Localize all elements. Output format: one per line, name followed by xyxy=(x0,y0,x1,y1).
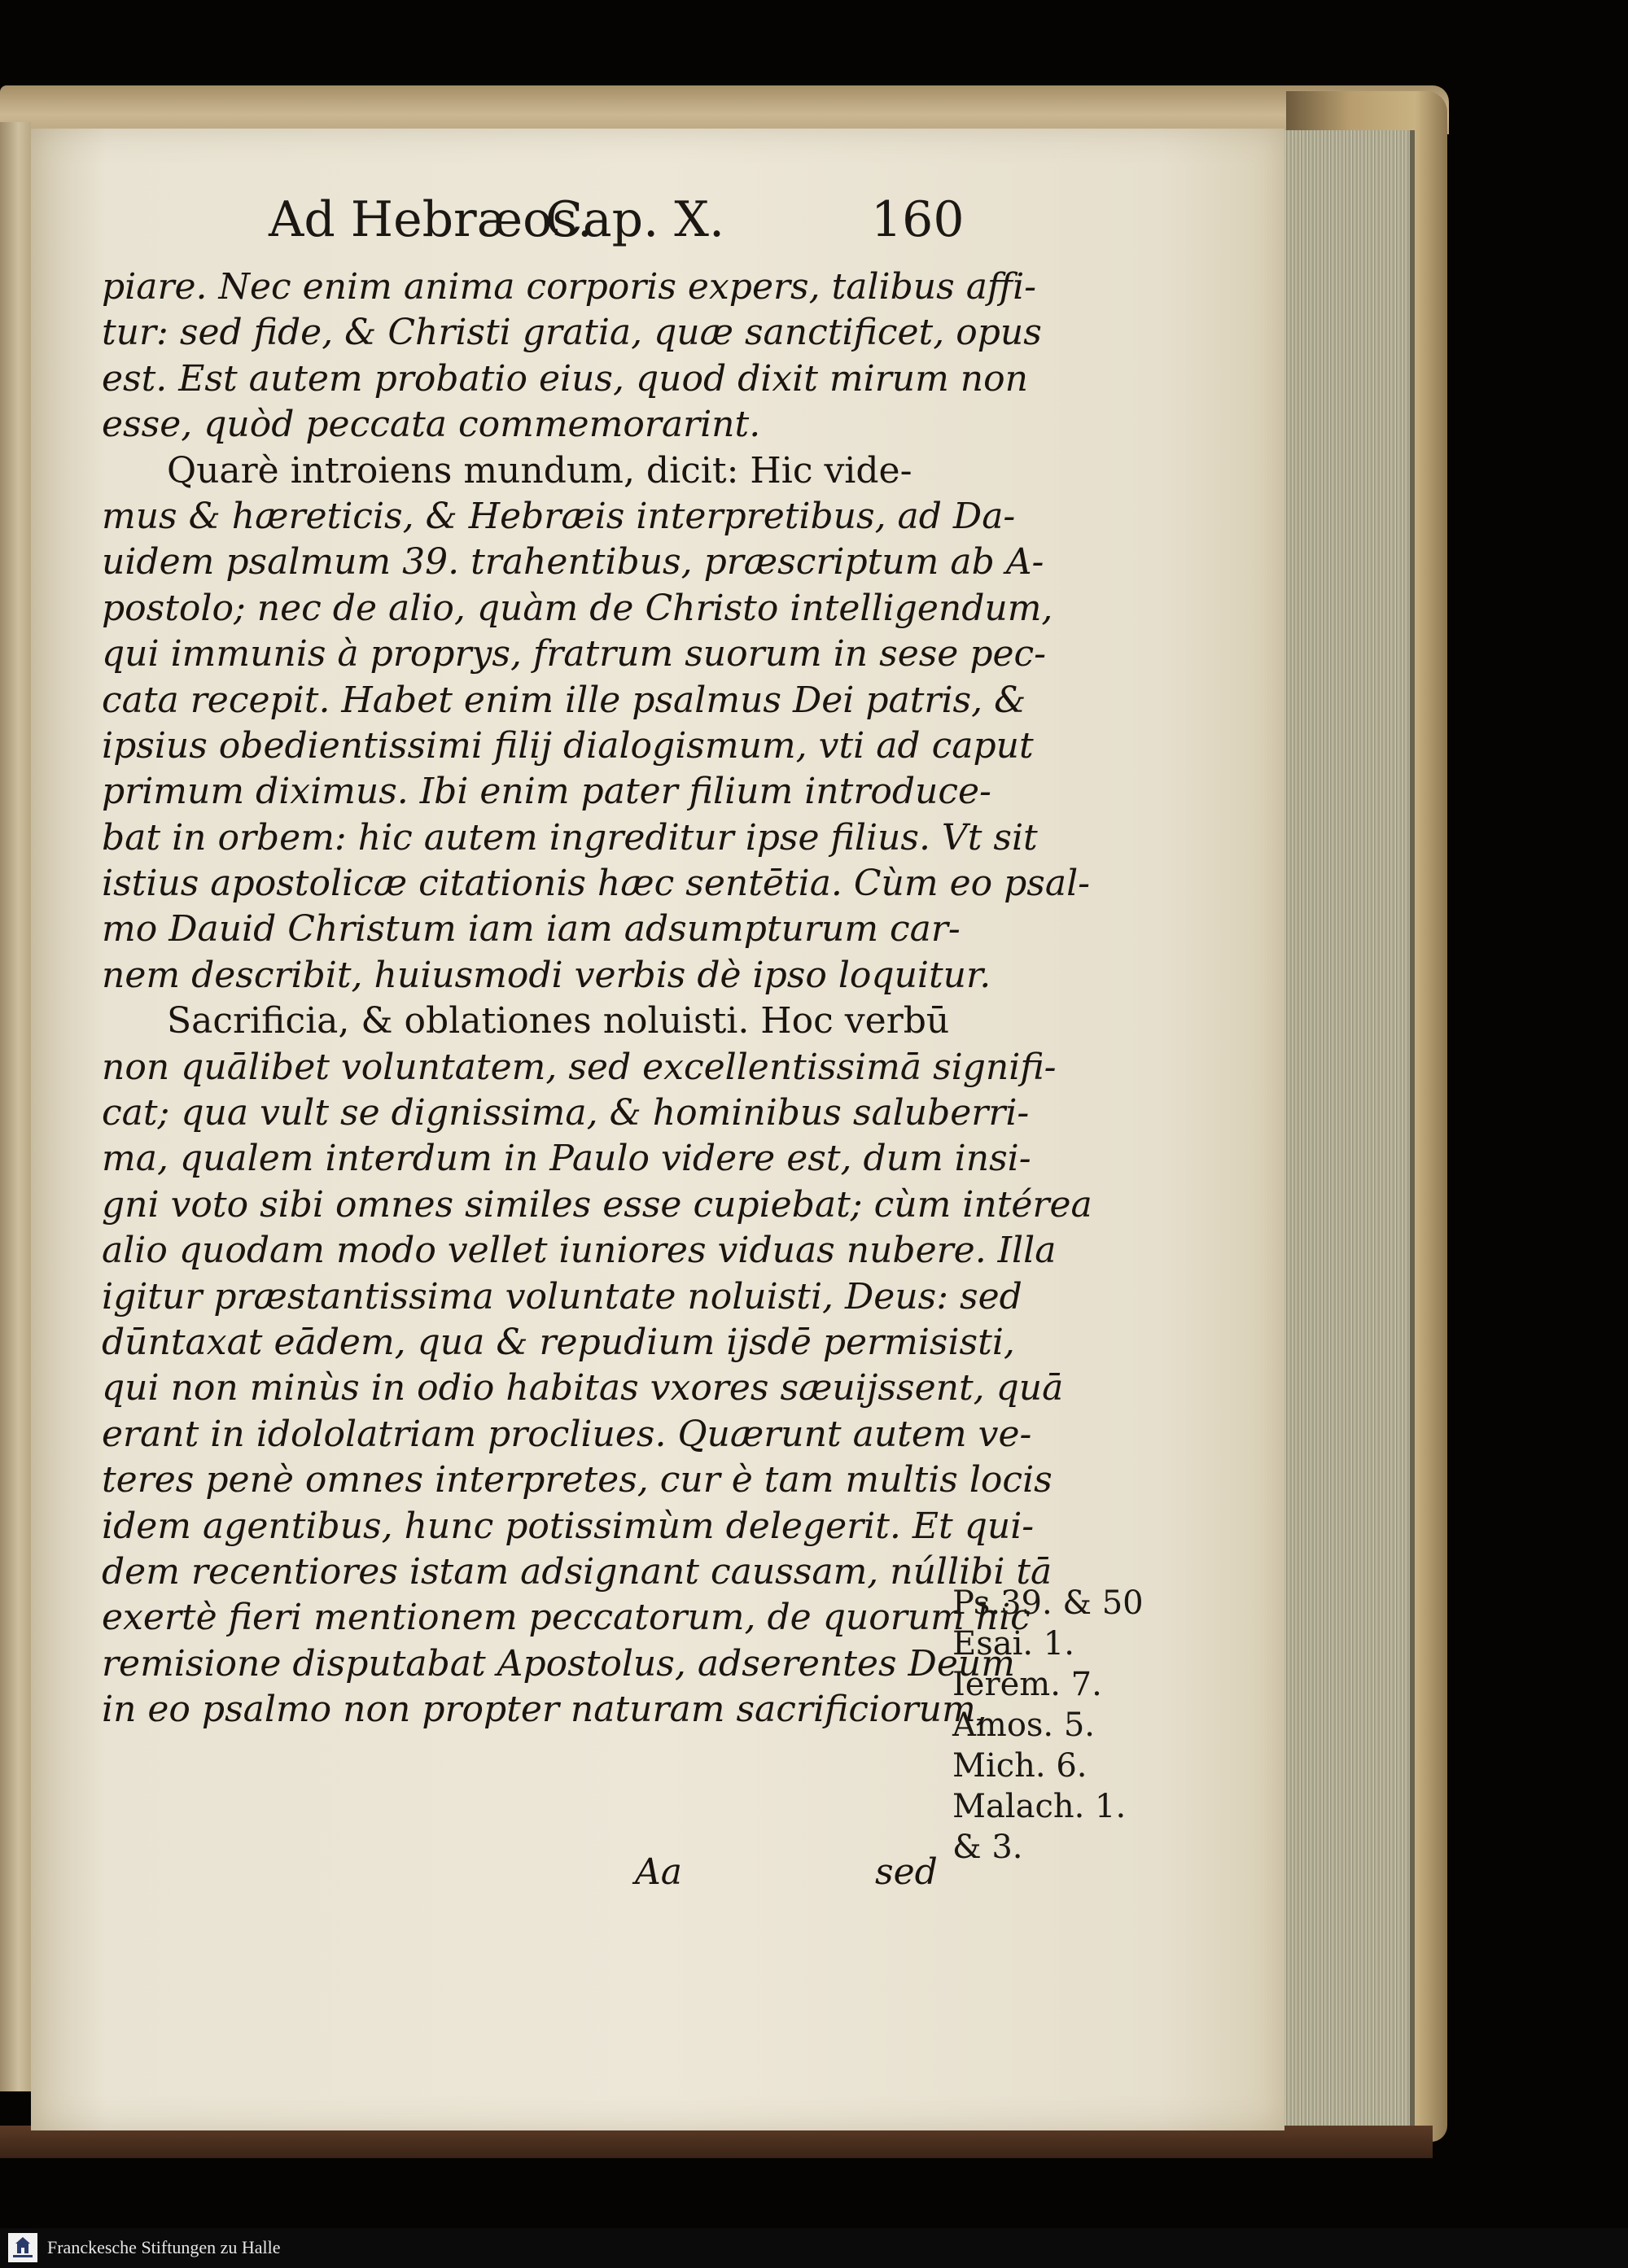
margin-note: Amos. 5. xyxy=(952,1706,1096,1744)
franckesche-stiftungen-logo-icon xyxy=(8,2233,37,2262)
margin-note: Esai. 1. xyxy=(952,1625,1074,1663)
text-line: qui non minùs in odio habitas vxores sæuijssent, quā xyxy=(102,1367,1064,1409)
text-line: tur: sed fide, & Christi gratia, quæ sanctificet, opus xyxy=(102,312,1042,354)
text-line: idem agentibus, hunc potissimùm delegerit. Et qui- xyxy=(102,1505,1035,1547)
signature-mark: Aa xyxy=(635,1851,683,1893)
text-line: postolo; nec de alio, quàm de Christo intelligendum, xyxy=(102,587,1053,629)
text-line: mus & hæreticis, & Hebræis interpretibus, ad Da- xyxy=(102,495,1016,537)
text-line: primum diximus. Ibi enim pater filium introduce- xyxy=(102,771,991,813)
margin-note: Ierem. 7. xyxy=(952,1666,1102,1703)
lemma-line: Sacrificia, & oblationes noluisti. Hoc verbū xyxy=(167,1000,950,1042)
bottom-binding xyxy=(0,2126,1433,2158)
margin-note: Malach. 1. xyxy=(952,1788,1127,1825)
text-line: cata recepit. Habet enim ille psalmus Dei patris, & xyxy=(102,679,1026,721)
text-line: ma, qualem interdum in Paulo videre est, dum insi- xyxy=(102,1138,1031,1180)
margin-note: Ps.39. & 50 xyxy=(952,1584,1144,1622)
text-line: ipsius obedientissimi filij dialogismum, vti ad caput xyxy=(102,724,1034,767)
margin-note: & 3. xyxy=(952,1829,1023,1866)
text-line: esse, quòd peccata commemorarint. xyxy=(102,404,761,446)
page-number: 160 xyxy=(871,191,965,248)
text-line: remisione disputabat Apostolus, adserentes Deum xyxy=(102,1642,1015,1685)
lemma-line: Quarè introiens mundum, dicit: Hic vide- xyxy=(167,449,912,492)
text-line: dūntaxat eādem, qua & repudium ijsdē permisisti, xyxy=(102,1321,1015,1363)
text-line: est. Est autem probatio eius, quod dixit mirum non xyxy=(102,357,1028,400)
text-line: istius apostolicæ citationis hæc sentētia. Cùm eo psal- xyxy=(102,863,1091,905)
text-line: erant in idololatriam procliues. Quærunt autem ve- xyxy=(102,1413,1032,1455)
running-head-title: Ad Hebræos. xyxy=(269,191,593,248)
text-line: bat in orbem: hic autem ingreditur ipse filius. Vt sit xyxy=(102,816,1038,859)
left-page-edge xyxy=(0,122,31,2091)
text-line: non quālibet voluntatem, sed excellentissimā signifi- xyxy=(102,1046,1057,1088)
margin-notes xyxy=(952,1583,1144,1868)
footer-bar xyxy=(0,2228,1628,2268)
text-line: teres penè omnes interpretes, cur è tam multis locis xyxy=(102,1459,1053,1501)
text-line: nem describit, huiusmodi verbis dè ipso loquitur. xyxy=(102,954,991,996)
text-line: qui immunis à proprys, fratrum suorum in sese pec- xyxy=(102,633,1047,675)
catchword: sed xyxy=(875,1851,938,1893)
page-block-edges xyxy=(1271,130,1415,2140)
top-cover-edge xyxy=(0,85,1449,134)
text-line: mo Dauid Christum iam iam adsumpturum car- xyxy=(102,908,961,950)
text-line: cat; qua vult se dignissima, & hominibus saluberri- xyxy=(102,1092,1030,1134)
running-head-chapter: Cap. X. xyxy=(545,191,725,248)
text-line: exertè fieri mentionem peccatorum, de quorum hic xyxy=(102,1597,1031,1639)
text-line: igitur præstantissima voluntate noluisti, Deus: sed xyxy=(102,1275,1022,1318)
footer-institution: Franckesche Stiftungen zu Halle xyxy=(47,2237,281,2257)
text-line: piare. Nec enim anima corporis expers, talibus affi- xyxy=(102,266,1037,308)
text-line: gni voto sibi omnes similes esse cupiebat; cùm intérea xyxy=(102,1183,1092,1226)
text-line: in eo psalmo non propter naturam sacrificiorum, xyxy=(102,1689,987,1731)
text-line: uidem psalmum 39. trahentibus, præscriptum ab A- xyxy=(102,541,1044,583)
text-line: dem recentiores istam adsignant caussam, núllibi tā xyxy=(102,1550,1053,1593)
margin-note: Mich. 6. xyxy=(952,1747,1088,1785)
running-head xyxy=(269,191,969,256)
text-line: alio quodam modo vellet iuniores viduas nubere. Illa xyxy=(102,1230,1057,1272)
